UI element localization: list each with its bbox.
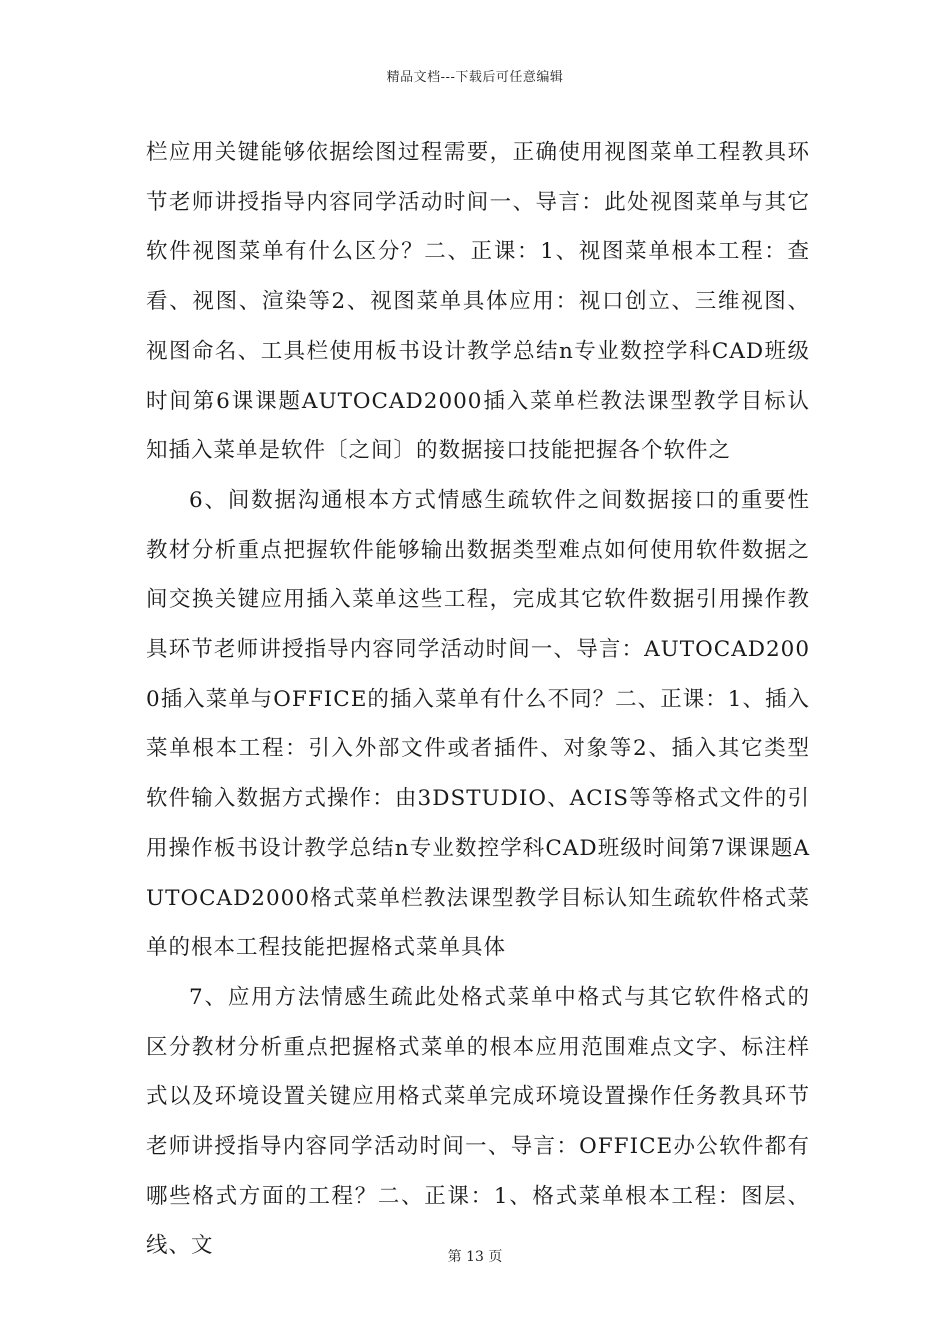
paragraph-7: 7、应用方法情感生疏此处格式菜单中格式与其它软件格式的区分教材分析重点把握格式菜单的根本应用范围难点文字、标注样式以及环境设置关键应用格式菜单完成环境设置操作任务教具环节老师讲授指导内容同学活动时间一、导言：OFFICE办公软件都有哪些格式方面的工程？二、正课：1、格式菜单根本工程：图层、线、文 — [146, 984, 810, 1259]
paragraph-6: 6、间数据沟通根本方式情感生疏软件之间数据接口的重要性教材分析重点把握软件能够输出数据类型难点如何使用软件数据之间交换关键应用插入菜单这些工程，完成其它软件数据引用操作教具环节老师讲授指导内容同学活动时间一、导言：AUTOCAD2000插入菜单与OFFICE的插入菜单有什么不同？二、正课：1、插入菜单根本工程：引入外部文件或者插件、对象等2、插入其它类型软件输入数据方式操作：由3DSTUDIO、ACIS等等格式文件的引用操作板书设计教学总结n专业数控学科CAD班级时间第7课课题AUTOCAD2000格式菜单栏教法课型教学目标认知生疏软件格式菜单的根本工程技能把握格式菜单具体 — [146, 487, 810, 961]
document-body — [146, 128, 810, 1271]
paragraph-continuation: 栏应用关键能够依据绘图过程需要，正确使用视图菜单工程教具环节老师讲授指导内容同学活动时间一、导言：此处视图菜单与其它软件视图菜单有什么区分？二、正课：1、视图菜单根本工程：查看、视图、渲染等2、视图菜单具体应用：视口创立、三维视图、视图命名、工具栏使用板书设计教学总结n专业数控学科CAD班级时间第6课课题AUTOCAD2000插入菜单栏教法课型教学目标认知插入菜单是软件〔之间〕的数据接口技能把握各个软件之 — [146, 140, 810, 464]
page-number: 第 13 页 — [447, 1249, 503, 1265]
page-header: 精品文档---下载后可任意编辑 — [386, 70, 564, 85]
